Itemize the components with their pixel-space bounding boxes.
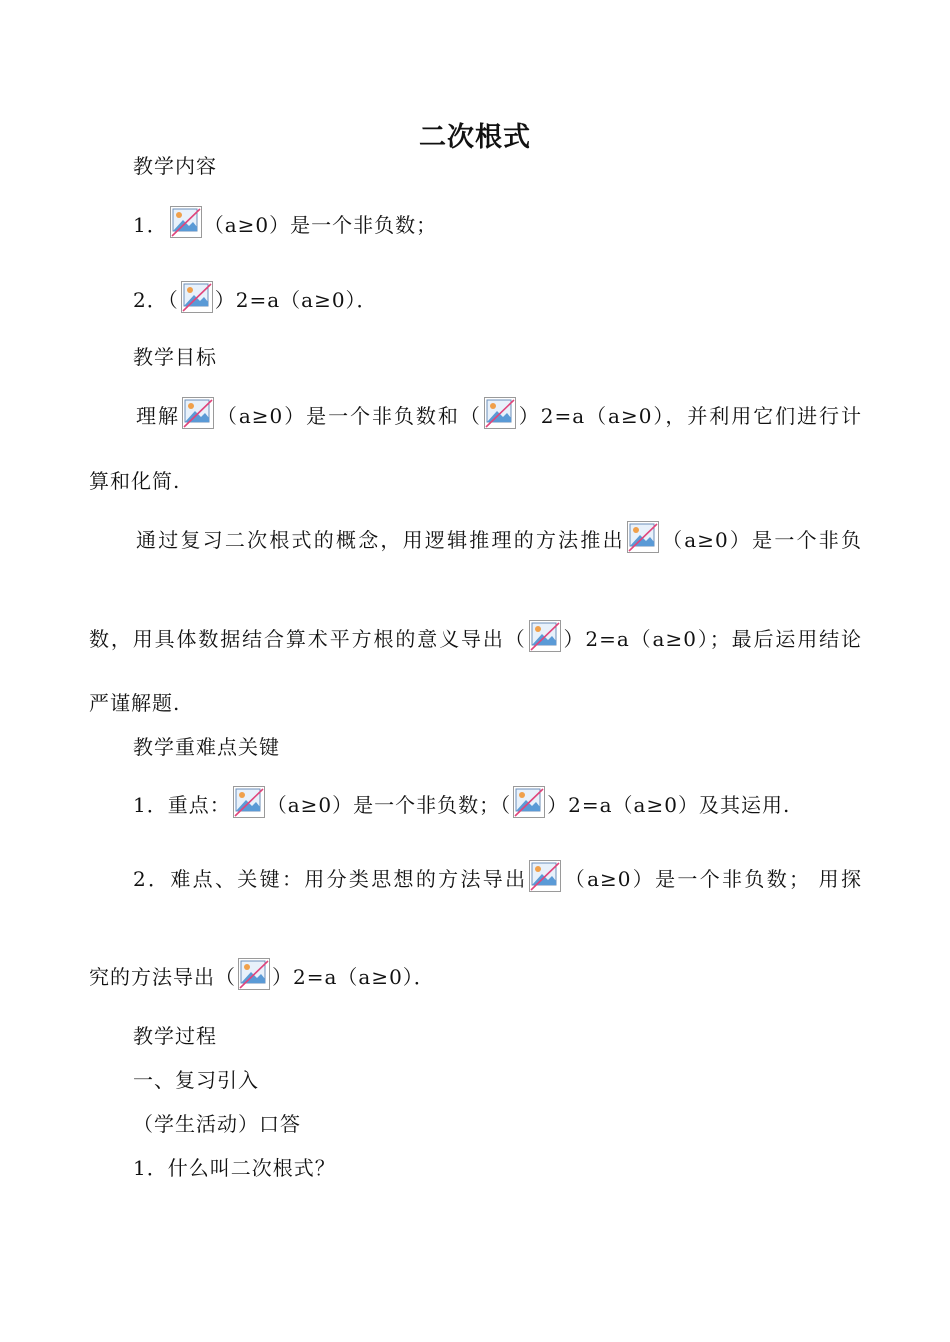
broken-image-icon xyxy=(529,620,561,652)
keys-heading: 教学重难点关键 xyxy=(133,735,280,759)
text-segment: ）2=a（a≥0）． xyxy=(272,965,435,989)
broken-image-icon xyxy=(529,860,561,892)
page-title: 二次根式 xyxy=(419,122,531,153)
content-heading: 教学内容 xyxy=(133,154,217,178)
text-segment: 理解 xyxy=(136,404,180,428)
text-segment: 数，用具体数据结合算术平方根的意义导出（ xyxy=(89,627,527,651)
review-heading: 一、复习引入 xyxy=(133,1068,259,1092)
text-segment: 1．重点： xyxy=(133,793,231,817)
broken-image-icon xyxy=(238,958,270,990)
broken-image-icon xyxy=(182,397,214,429)
broken-image-icon xyxy=(233,786,265,818)
text-segment: （a≥0）是一个非负数和（ xyxy=(215,404,482,428)
broken-image-icon xyxy=(627,521,659,553)
text-segment: ）2=a（a≥0）；最后运用结论 xyxy=(562,627,863,651)
content-item-2 xyxy=(133,281,378,314)
keys-item-2-line-2 xyxy=(89,958,435,991)
text-segment: ）2=a（a≥0），并利用它们进行计 xyxy=(517,404,863,428)
text-segment: ）2=a（a≥0）及其运用. xyxy=(547,793,791,817)
broken-image-icon xyxy=(513,786,545,818)
question-1: 1．什么叫二次根式？ xyxy=(133,1156,336,1180)
broken-image-icon xyxy=(181,281,213,313)
text-segment: 究的方法导出（ xyxy=(89,965,236,989)
item-text: ）2=a（a≥0）． xyxy=(214,288,378,312)
keys-item-2-line-1 xyxy=(133,860,862,893)
item-number: 1． xyxy=(133,213,168,237)
keys-item-1 xyxy=(133,786,790,819)
text-segment: （a≥0）是一个非负数；（ xyxy=(266,793,512,817)
text-segment: 2．难点、关键：用分类思想的方法导出 xyxy=(133,867,528,891)
text-segment: 通过复习二次根式的概念，用逻辑推理的方法推出 xyxy=(136,528,625,552)
broken-image-icon xyxy=(170,206,202,238)
goals-paragraph-1-line-2: 算和化简. xyxy=(89,469,181,493)
goals-paragraph-2-line-3: 严谨解题. xyxy=(89,691,181,715)
process-heading: 教学过程 xyxy=(133,1024,217,1048)
text-segment: （a≥0）是一个非负数； 用探 xyxy=(563,867,863,891)
goals-heading: 教学目标 xyxy=(133,345,217,369)
broken-image-icon xyxy=(484,397,516,429)
activity-line: （学生活动）口答 xyxy=(133,1112,301,1136)
goals-paragraph-1-line-1 xyxy=(136,397,862,430)
item-number: 2．（ xyxy=(133,288,179,312)
goals-paragraph-2-line-1 xyxy=(136,521,862,554)
content-item-1 xyxy=(133,206,437,239)
goals-paragraph-2-line-2 xyxy=(89,620,862,653)
text-segment: （a≥0）是一个非负 xyxy=(660,528,863,552)
item-text: （a≥0）是一个非负数； xyxy=(203,213,438,237)
